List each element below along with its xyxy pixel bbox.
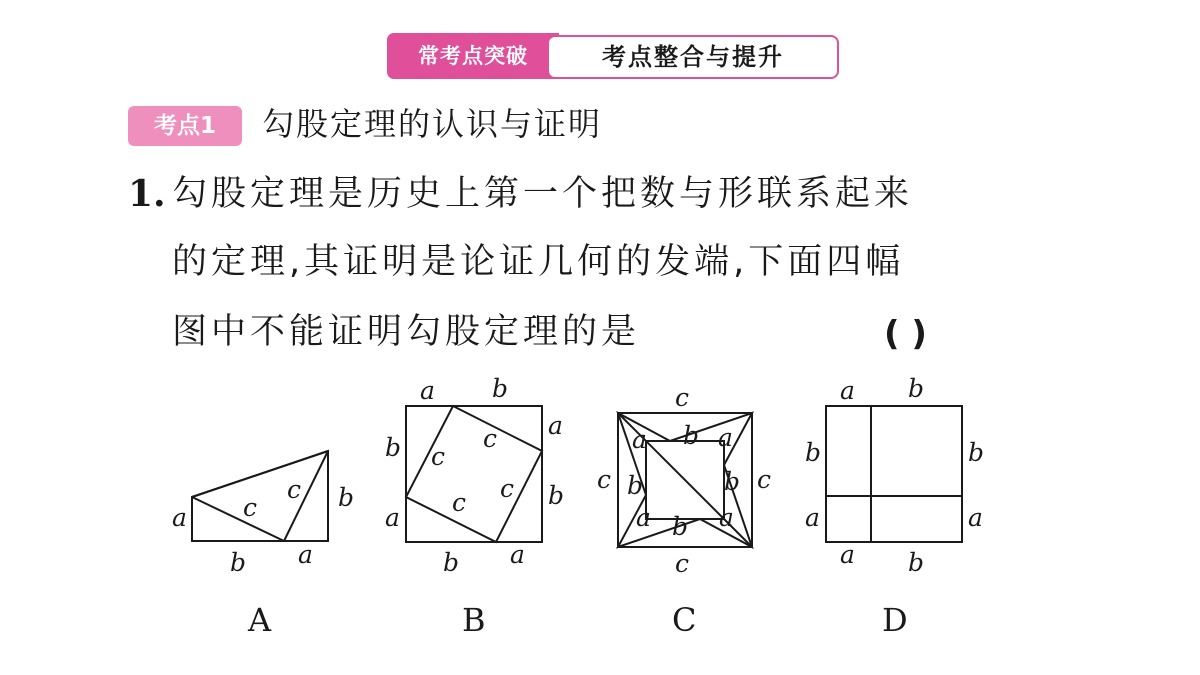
banner-left-label: 常考点突破 [387, 33, 559, 79]
figure-d-label: a [805, 503, 820, 532]
figure-b-label: c [452, 488, 467, 517]
figure-b-label: a [510, 540, 525, 569]
kaodian-title: 勾股定理的认识与证明 [262, 105, 603, 143]
figure-c-label: c [675, 549, 690, 578]
figure-b-caption: B [462, 601, 486, 639]
figure-a [172, 451, 354, 639]
figure-a-label: c [243, 493, 258, 522]
figure-c-label: b [627, 471, 644, 500]
figure-c-caption: C [672, 601, 697, 639]
figure-c-label: c [757, 465, 772, 494]
question-line-1: 勾股定理是历史上第一个把数与形联系起来 [172, 174, 914, 214]
banner-right-label: 考点整合与提升 [547, 35, 839, 79]
figure-d-caption: D [882, 601, 908, 639]
figure-a-label: a [298, 540, 313, 569]
figure-d-label: a [840, 376, 855, 405]
figure-a-outline [192, 451, 328, 541]
figure-b-label: b [443, 548, 460, 577]
figure-b-label: c [483, 424, 498, 453]
figure-a-label: c [287, 475, 302, 504]
figure-d-label: b [805, 438, 822, 467]
figure-b-label: a [420, 376, 435, 405]
figure-d-label: b [968, 438, 985, 467]
figure-c-label: b [683, 421, 700, 450]
figure-a-label: a [172, 503, 187, 532]
figure-b-label: a [548, 411, 563, 440]
figure-c-label: a [718, 423, 733, 452]
figure-b [385, 374, 564, 639]
question-line-2: 的定理,其证明是论证几何的发端,下面四幅 [172, 242, 905, 282]
figure-a-label: b [230, 548, 247, 577]
figure-a-top-edge [192, 451, 328, 497]
figure-c-label: b [672, 512, 689, 541]
figure-b-label: a [385, 503, 400, 532]
figure-d-outer-square [826, 406, 962, 542]
question-line-3: 图中不能证明勾股定理的是 [172, 312, 641, 352]
figure-c-label: b [724, 467, 741, 496]
kaodian-badge: 考点1 [128, 106, 242, 146]
figure-c-label: a [632, 425, 647, 454]
question-number: 1. [128, 173, 166, 215]
figure-b-label: b [548, 481, 565, 510]
figure-d-label: a [840, 540, 855, 569]
figure-d [805, 374, 984, 639]
figure-c-label: a [719, 503, 734, 532]
figure-b-outer-square [406, 406, 542, 542]
figure-a-hyp-1 [192, 497, 284, 541]
figure-d-label: b [908, 548, 925, 577]
figure-c-label: c [675, 383, 690, 412]
figure-c-label: a [636, 503, 651, 532]
figure-c-label: c [597, 465, 612, 494]
figure-d-label: a [968, 503, 983, 532]
figure-b-label: c [431, 442, 446, 471]
answer-bracket: ( ) [884, 314, 927, 354]
figure-c [597, 383, 771, 639]
figure-b-label: b [492, 374, 509, 403]
figure-b-label: b [385, 433, 402, 462]
figure-b-label: c [500, 474, 515, 503]
figure-a-caption: A [248, 601, 272, 639]
figure-a-label: b [338, 483, 355, 512]
figure-d-label: b [908, 374, 925, 403]
figure-b-inner-square [406, 406, 542, 542]
